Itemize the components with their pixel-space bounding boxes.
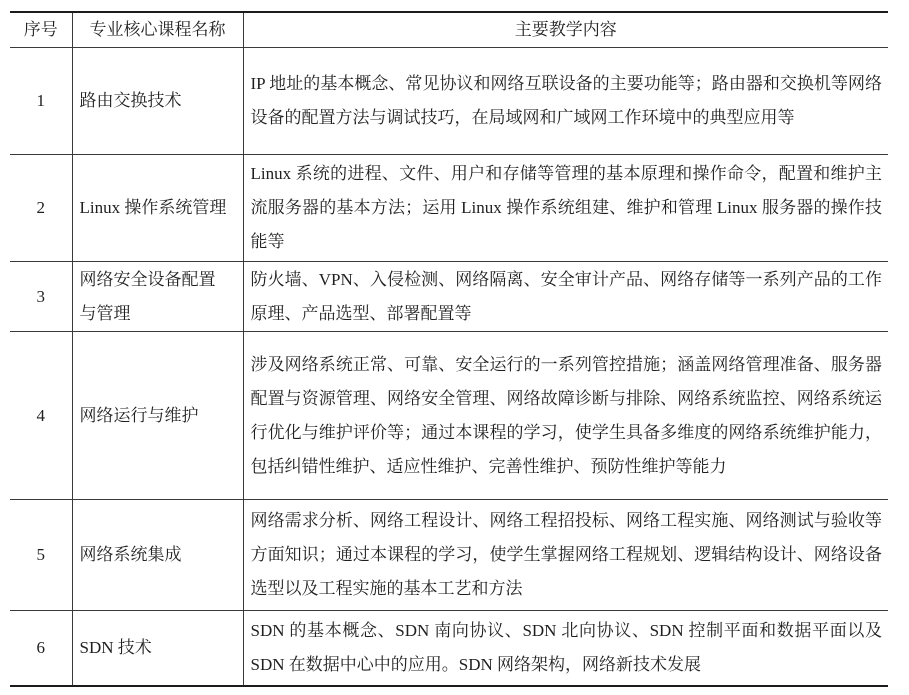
- cell-course-name: SDN 技术: [72, 611, 243, 686]
- cell-course-name: Linux 操作系统管理: [72, 155, 243, 262]
- table-row: [10, 611, 888, 686]
- cell-course-name: 网络运行与维护: [72, 332, 243, 500]
- header-cell-index: 序号: [10, 12, 72, 48]
- header-cell-course-name: 专业核心课程名称: [72, 12, 243, 48]
- cell-course-name: 网络安全设备配置与管理: [72, 262, 243, 332]
- table-row: [10, 48, 888, 155]
- cell-index: 6: [36, 637, 45, 657]
- table-row: [10, 332, 888, 500]
- cell-teaching-content: SDN 的基本概念、SDN 南向协议、SDN 北向协议、SDN 控制平面和数据平面以及 SDN 在数据中心中的应用。SDN 网络架构，网络新技术发展: [243, 611, 888, 686]
- table-row: [10, 500, 888, 611]
- table-row: [10, 155, 888, 262]
- header-cell-teaching-content: 主要教学内容: [243, 12, 888, 48]
- cell-teaching-content: Linux 系统的进程、文件、用户和存储等管理的基本原理和操作命令，配置和维护主流服务器的基本方法；运用 Linux 操作系统组建、维护和管理 Linux 服务器的操作技能等: [243, 155, 888, 262]
- cell-index: 1: [10, 48, 72, 155]
- core-courses-table-container: [10, 11, 888, 687]
- cell-index: 4: [10, 332, 72, 500]
- core-courses-table: [10, 11, 888, 687]
- cell-index: 5: [10, 500, 72, 611]
- table-header-row: [10, 12, 888, 48]
- cell-index: 2: [10, 155, 72, 262]
- cell-course-name: 路由交换技术: [72, 48, 243, 155]
- cell-course-name: 网络系统集成: [72, 500, 243, 611]
- table-row: [10, 262, 888, 332]
- cell-index: 3: [10, 262, 72, 332]
- cell-teaching-content: 防火墙、VPN、入侵检测、网络隔离、安全审计产品、网络存储等一系列产品的工作原理、产品选型、部署配置等: [243, 262, 888, 332]
- cell-teaching-content: 网络需求分析、网络工程设计、网络工程招投标、网络工程实施、网络测试与验收等方面知识；通过本课程的学习，使学生掌握网络工程规划、逻辑结构设计、网络设备选型以及工程实施的基本工艺和方法: [243, 500, 888, 611]
- cell-teaching-content: 涉及网络系统正常、可靠、安全运行的一系列管控措施；涵盖网络管理准备、服务器配置与资源管理、网络安全管理、网络故障诊断与排除、网络系统监控、网络系统运行优化与维护评价等；通过本课程的学习，使学生具备多维度的网络系统维护能力，包括纠错性维护、适应性维护、完善性维护、预防性维护等能力: [243, 332, 888, 500]
- cell-teaching-content: IP 地址的基本概念、常见协议和网络互联设备的主要功能等；路由器和交换机等网络设备的配置方法与调试技巧，在局域网和广域网工作环境中的典型应用等: [243, 48, 888, 155]
